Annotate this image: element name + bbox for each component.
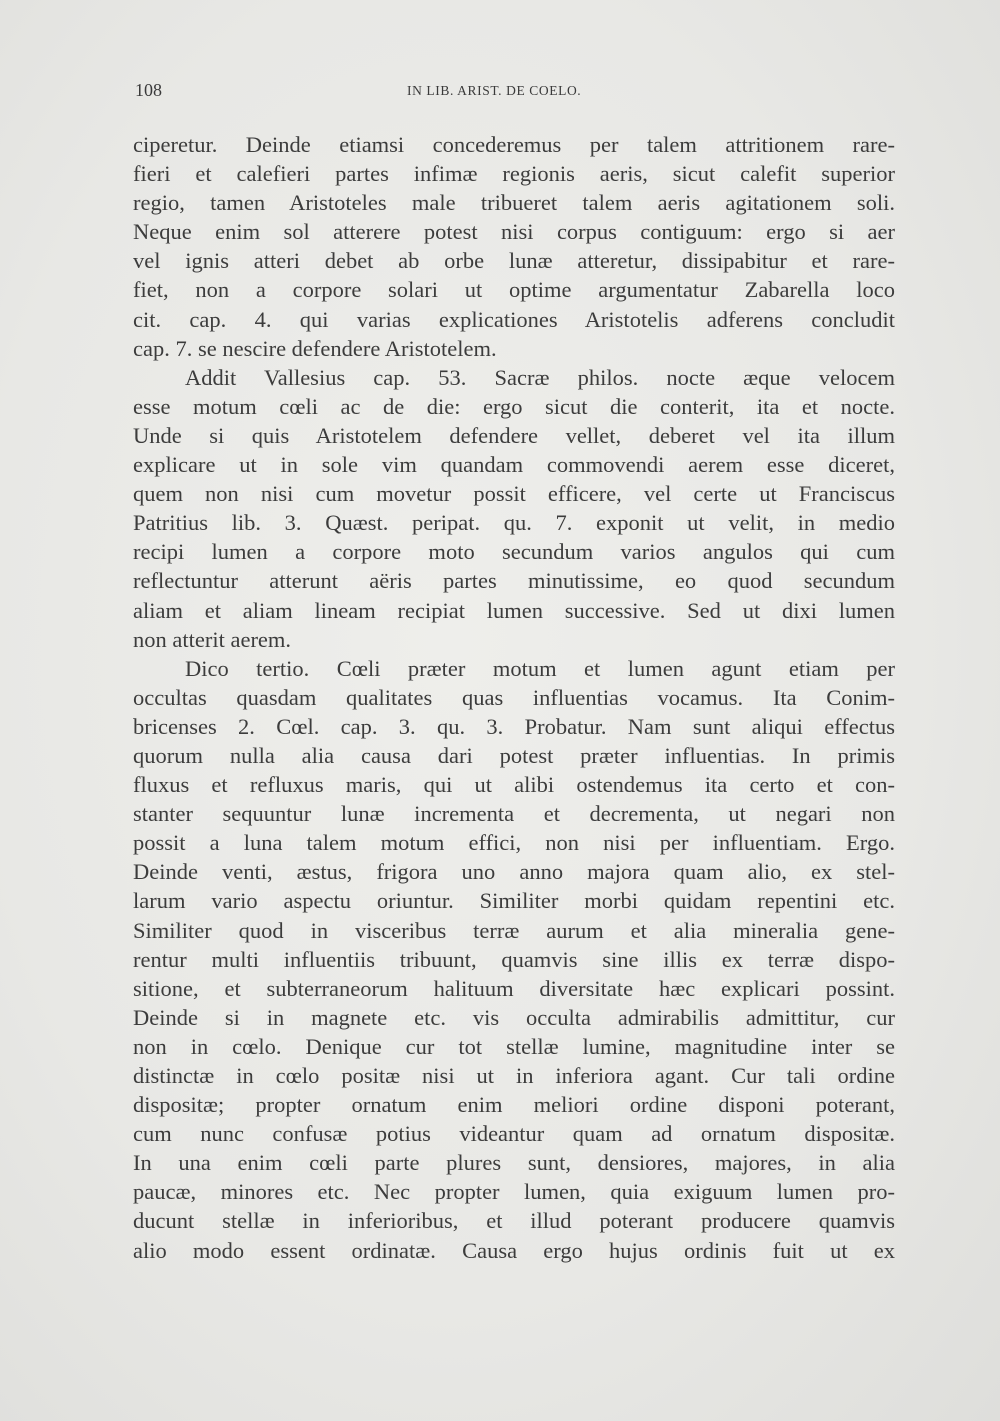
text-line: quem non nisi cum movetur possit efficere, vel certe ut Franciscus: [133, 481, 895, 507]
text-line: dispositæ; propter ornatum enim meliori ordine disponi poterant,: [133, 1092, 895, 1118]
text-line: distinctæ in cœlo positæ nisi ut in inferiora agant. Cur tali ordine: [133, 1063, 895, 1088]
running-head: IN LIB. ARIST. DE COELO.: [407, 83, 582, 98]
text-line: Dico tertio. Cœli præter motum et lumen agunt etiam per: [185, 655, 895, 681]
body-text: [133, 130, 895, 1265]
text-line: reflectuntur atterunt aëris partes minutissime, eo quod secundum: [133, 568, 895, 594]
text-line: explicare ut in sole vim quandam commovendi aerem esse diceret,: [133, 452, 895, 478]
page-header: [133, 80, 895, 110]
text-line: larum vario aspectu oriuntur. Similiter morbi quidam repentini etc.: [133, 888, 895, 914]
text-line: possit a luna talem motum effici, non nisi per influentiam. Ergo.: [133, 830, 895, 856]
text-line: ciperetur. Deinde etiamsi concederemus per talem attritionem rare-: [133, 132, 895, 157]
text-line: non atterit aerem.: [133, 626, 292, 652]
text-line: ducunt stellæ in inferioribus, et illud poterant producere quamvis: [133, 1208, 895, 1234]
text-line: Patritius lib. 3. Quæst. peripat. qu. 7. exponit ut velit, in medio: [133, 510, 895, 536]
text-line: recipi lumen a corpore moto secundum varios angulos qui cum: [133, 539, 895, 565]
text-line: quorum nulla alia causa dari potest præter influentias. In primis: [133, 742, 895, 768]
text-line: paucæ, minores etc. Nec propter lumen, quia exiguum lumen pro-: [133, 1179, 895, 1205]
text-line: sitione, et subterraneorum halituum diversitate hæc explicari possint.: [133, 975, 895, 1001]
text-line: Deinde si in magnete etc. vis occulta admirabilis admittitur, cur: [133, 1004, 895, 1030]
text-line: Neque enim sol atterere potest nisi corpus contiguum: ergo si aer: [133, 219, 895, 245]
text-line: In una enim cœli parte plures sunt, densiores, majores, in alia: [133, 1150, 895, 1176]
text-line: Addit Vallesius cap. 53. Sacræ philos. nocte æque velocem: [185, 364, 895, 390]
text-line: occultas quasdam qualitates quas influentias vocamus. Ita Conim-: [133, 684, 895, 710]
text-line: regio, tamen Aristoteles male tribueret talem aeris agitationem soli.: [133, 190, 895, 216]
text-line: Similiter quod in visceribus terræ aurum et alia mineralia gene-: [133, 917, 895, 943]
text-line: vel ignis atteri debet ab orbe lunæ atteretur, dissipabitur et rare-: [133, 248, 895, 274]
text-line: Unde si quis Aristotelem defendere vellet, deberet vel ita illum: [133, 422, 895, 448]
page-number: 108: [135, 80, 162, 100]
text-line: cum nunc confusæ potius videantur quam ad ornatum dispositæ.: [133, 1121, 895, 1147]
text-line: cit. cap. 4. qui varias explicationes Aristotelis adferens concludit: [133, 306, 895, 332]
text-line: cap. 7. se nescire defendere Aristotelem.: [133, 335, 497, 361]
text-line: stanter sequuntur lunæ incrementa et decrementa, ut negari non: [133, 801, 895, 827]
text-line: fiet, non a corpore solari ut optime argumentatur Zabarella loco: [133, 277, 895, 303]
text-line: esse motum cœli ac de die: ergo sicut die conterit, ita et nocte.: [133, 393, 895, 419]
text-line: bricenses 2. Cœl. cap. 3. qu. 3. Probatur. Nam sunt aliqui effectus: [133, 713, 895, 739]
text-line: fluxus et refluxus maris, qui ut alibi ostendemus ita certo et con-: [133, 772, 895, 798]
text-line: non in cœlo. Denique cur tot stellæ lumine, magnitudine inter se: [133, 1033, 895, 1059]
text-line: fieri et calefieri partes infimæ regionis aeris, sicut calefit superior: [133, 161, 895, 187]
text-line: Deinde venti, æstus, frigora uno anno majora quam alio, ex stel-: [133, 859, 895, 885]
text-line: alio modo essent ordinatæ. Causa ergo hujus ordinis fuit ut ex: [133, 1237, 895, 1263]
text-line: rentur multi influentiis tribuunt, quamvis sine illis ex terræ dispo-: [133, 946, 895, 972]
text-line: aliam et aliam lineam recipiat lumen successive. Sed ut dixi lumen: [133, 597, 895, 623]
